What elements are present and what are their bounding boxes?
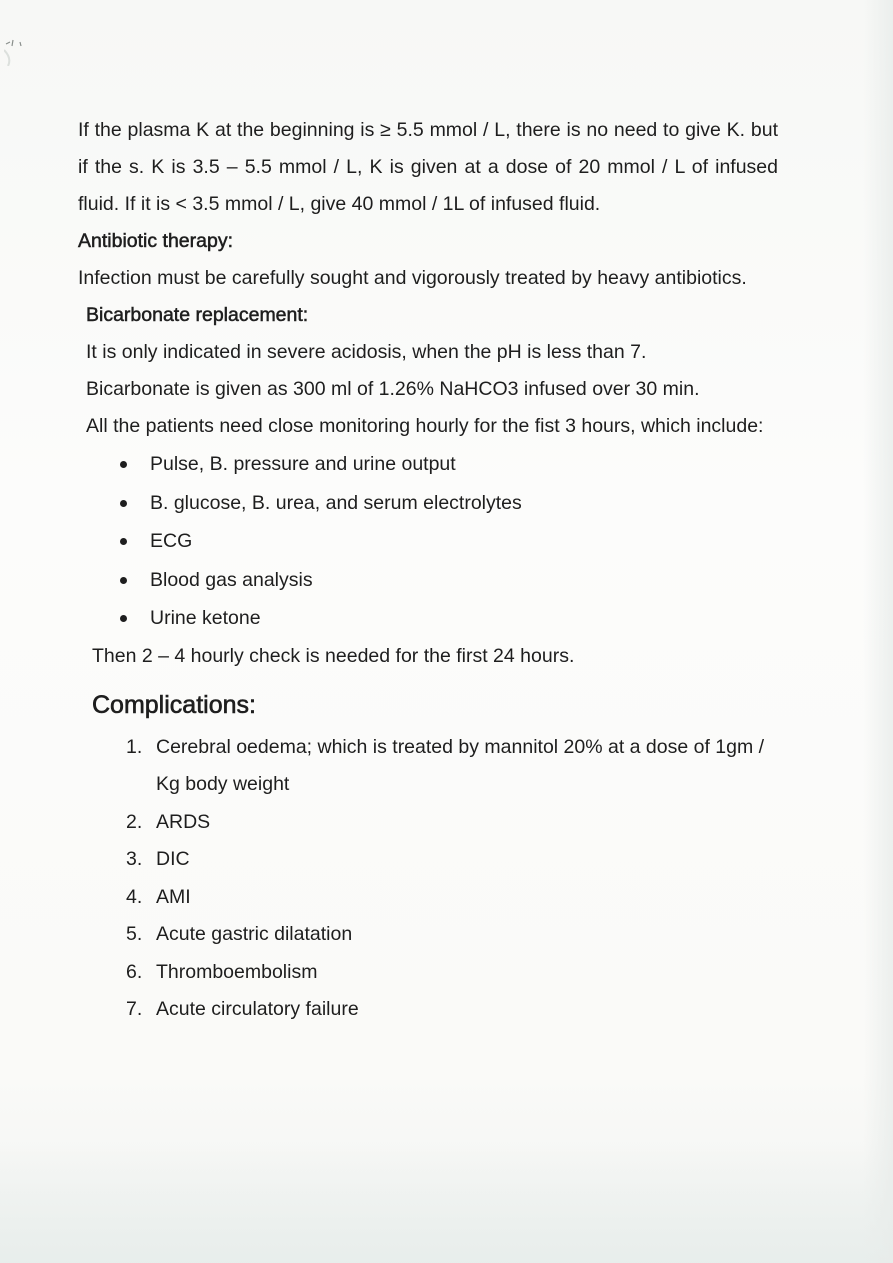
monitoring-intro: All the patients need close monitoring hourly for the fist 3 hours, which include: — [86, 415, 764, 437]
monitoring-followup: Then 2 – 4 hourly check is needed for the first 24 hours. — [92, 644, 575, 667]
list-item: 7. Acute circulatory failure — [126, 998, 359, 1020]
bullet-icon — [120, 577, 127, 584]
antibiotic-paragraph: Infection must be carefully sought and vigorously treated by heavy antibiotics. — [78, 267, 747, 289]
list-item: Pulse, B. pressure and urine output — [116, 445, 778, 484]
bullet-icon — [120, 500, 127, 507]
scan-shadow-right — [863, 0, 893, 1263]
complications-list — [78, 729, 778, 1029]
list-item: B. glucose, B. urea, and serum electrolytes — [116, 484, 778, 523]
bicarbonate-paragraph-1: It is only indicated in severe acidosis, when the pH is less than 7. — [86, 341, 647, 363]
scan-corner-mark-icon — [4, 36, 44, 66]
bicarbonate-paragraph-2: Bicarbonate is given as 300 ml of 1.26% NaHCO3 infused over 30 min. — [86, 378, 700, 400]
complications-heading: Complications: — [92, 690, 256, 719]
bullet-icon — [120, 615, 127, 622]
list-item: 3. DIC — [126, 848, 190, 870]
antibiotic-heading: Antibiotic therapy: — [78, 230, 234, 252]
bicarbonate-heading: Bicarbonate replacement: — [86, 304, 309, 326]
list-item: Urine ketone — [116, 599, 778, 638]
potassium-paragraph: If the plasma K at the beginning is ≥ 5.5 mmol / L, there is no need to give K. but if the s. K is 3.5 – 5.5 mmol / L, K is given at a dose of 20 mmol / L of infused fluid. If it is < 3.5 mmol / L, give 40 mmol / 1L of infused fluid. — [78, 119, 778, 215]
list-item: Blood gas analysis — [116, 561, 778, 600]
bullet-icon — [120, 538, 127, 545]
list-item: 5. Acute gastric dilatation — [126, 923, 353, 945]
monitoring-list — [78, 445, 778, 638]
document-body — [78, 112, 778, 1029]
bullet-icon — [120, 461, 127, 468]
scan-shadow-bottom — [0, 1143, 893, 1263]
list-item: 2. ARDS — [126, 810, 211, 833]
list-item: 6. Thromboembolism — [126, 960, 318, 983]
list-item: 4. AMI — [126, 885, 191, 908]
list-item: ECG — [116, 522, 778, 561]
list-item: 1. Cerebral oedema; which is treated by mannitol 20% at a dose of 1gm / Kg body weight — [126, 735, 765, 795]
